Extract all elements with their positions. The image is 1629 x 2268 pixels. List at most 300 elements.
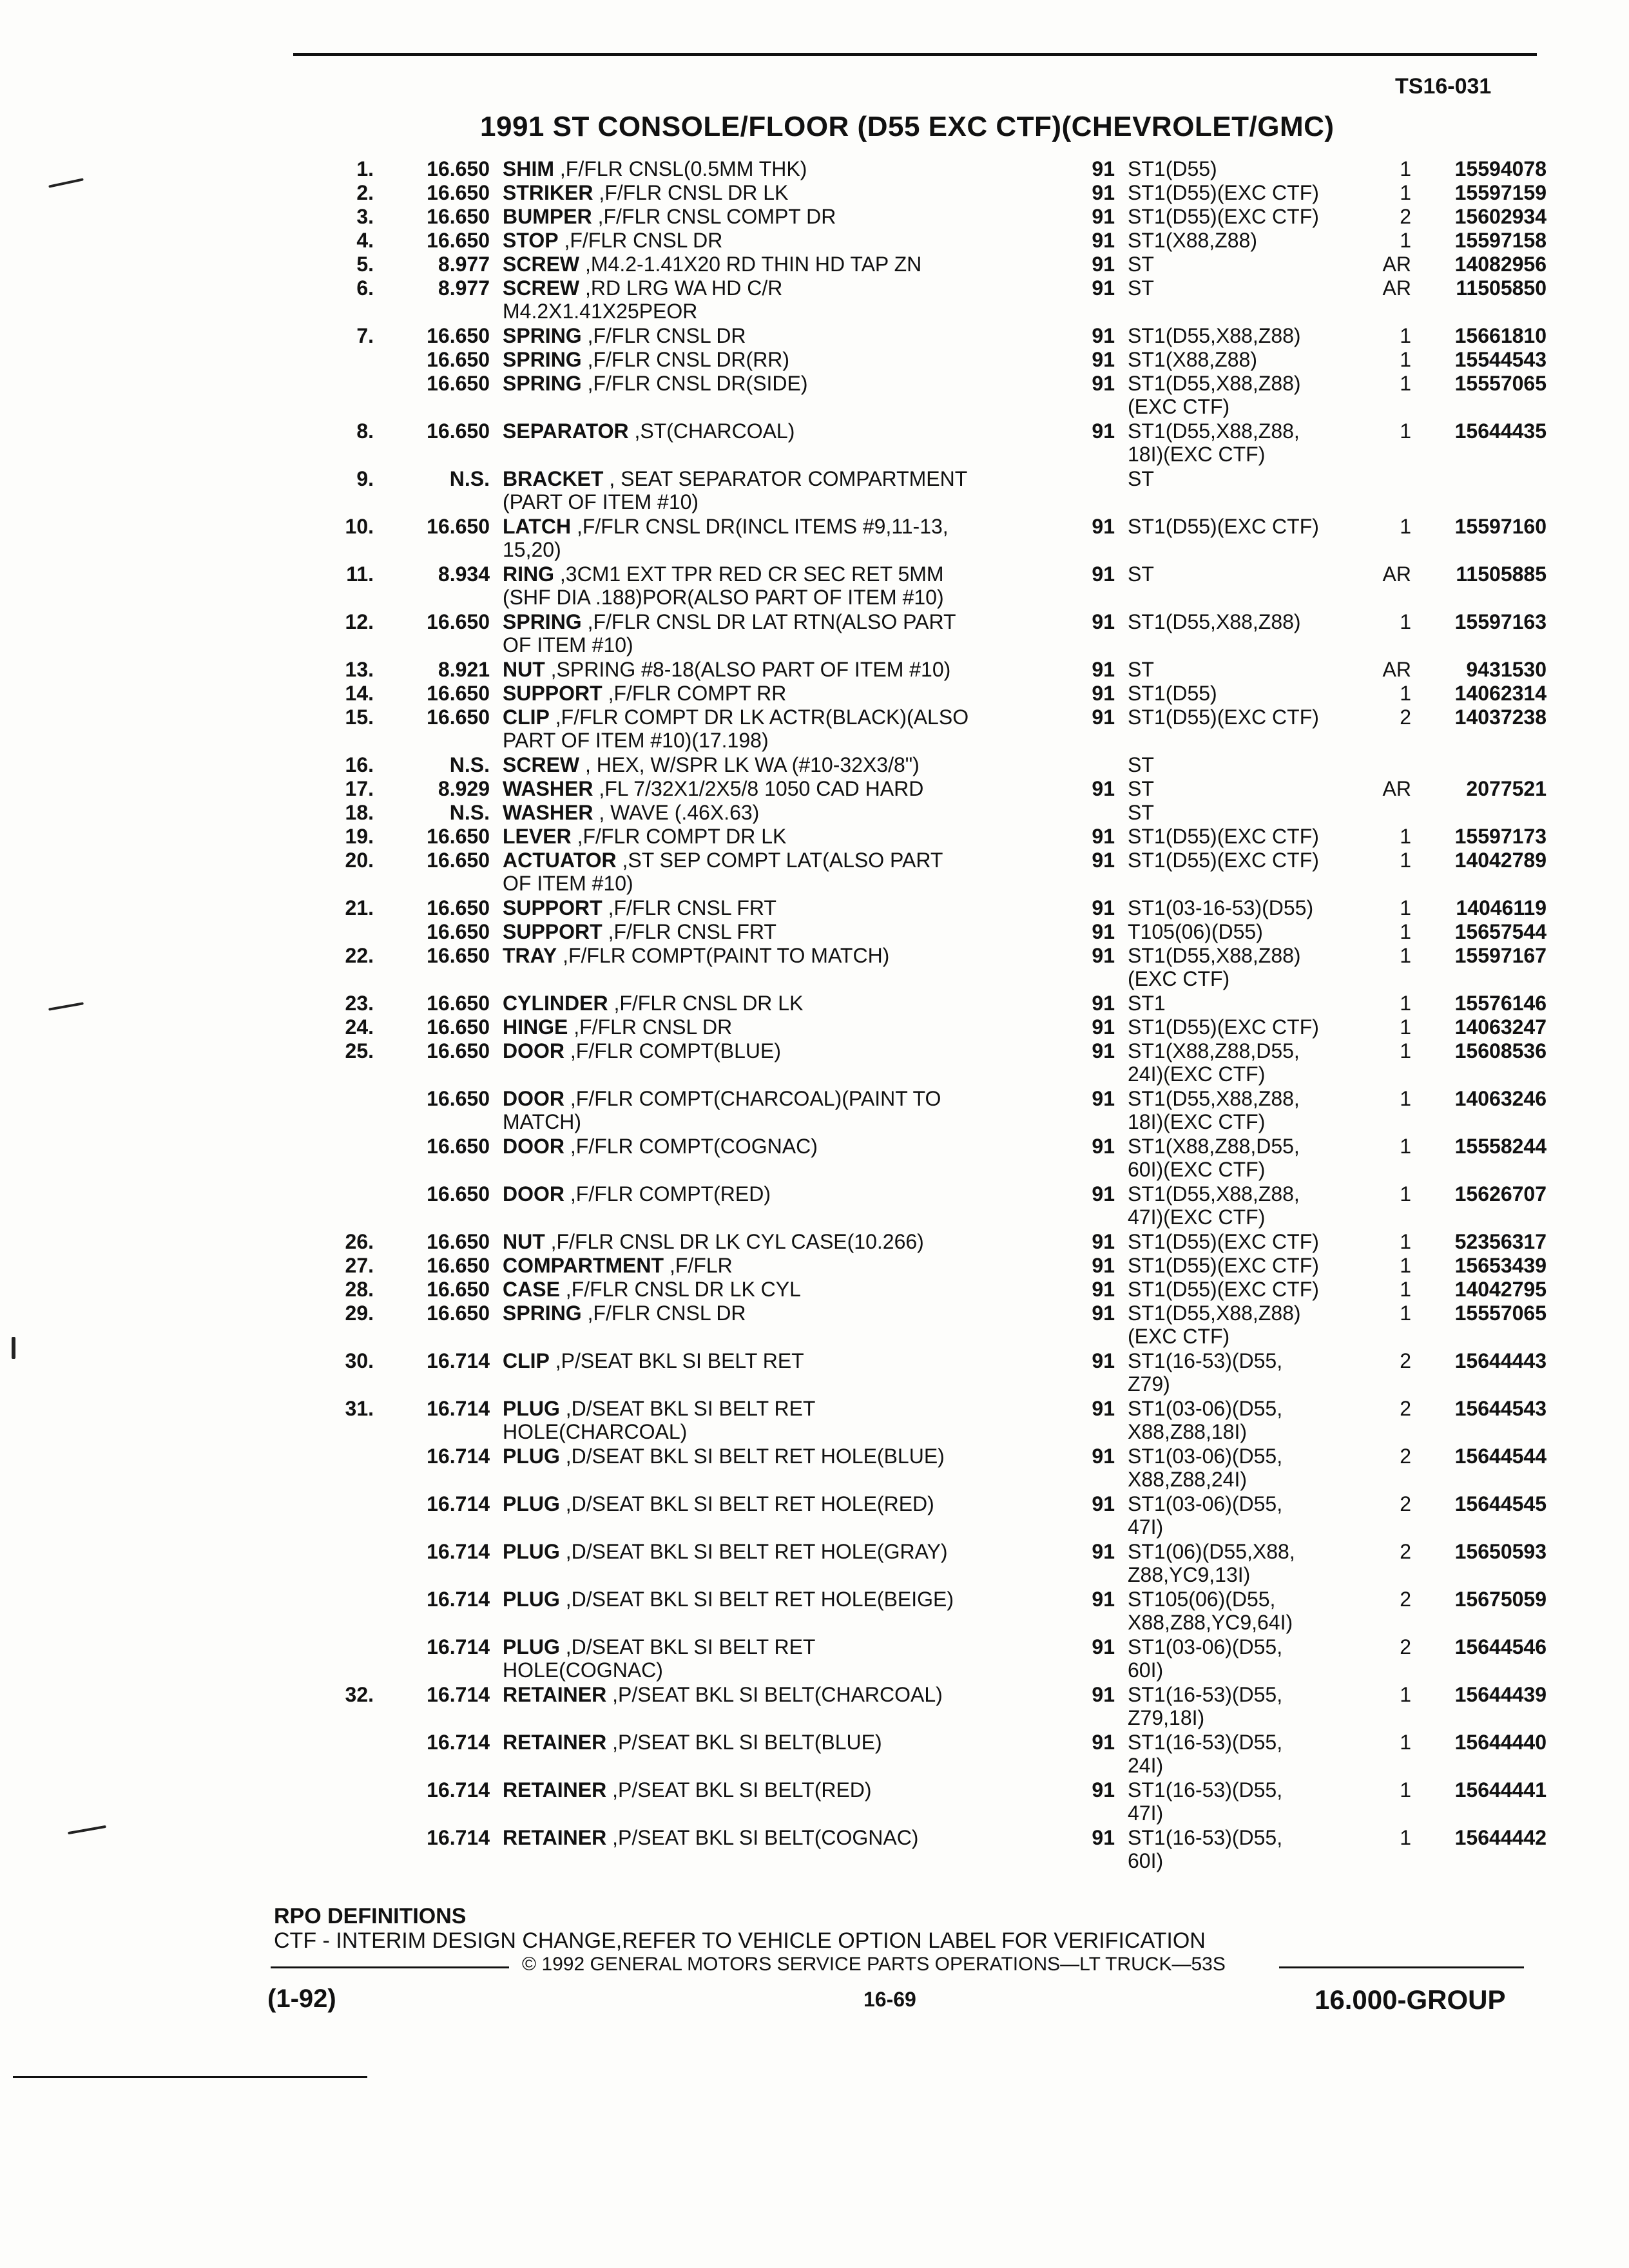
part-detail-continued: (SHF DIA .188)POR(ALSO PART OF ITEM #10): [503, 586, 944, 609]
quantity: 1: [1400, 419, 1411, 443]
series-line: ST1(D55,X88,Z88): [1128, 1302, 1301, 1325]
series-usage: [1128, 348, 1360, 371]
part-number: 9431530: [1466, 658, 1547, 681]
part-number: 15650593: [1454, 1540, 1547, 1563]
series-usage: [1128, 896, 1360, 919]
part-description: [503, 253, 1044, 276]
part-detail: ,D/SEAT BKL SI BELT RET HOLE(BLUE): [565, 1445, 945, 1468]
footer-page-number: 16-69: [863, 1988, 916, 2011]
part-number: 52356317: [1454, 1230, 1547, 1253]
footer-date: (1-92): [267, 1984, 336, 2013]
model-year: 91: [1092, 1087, 1115, 1110]
series-usage: [1128, 181, 1360, 204]
quantity: 1: [1400, 1683, 1411, 1706]
model-year: 91: [1092, 1182, 1115, 1206]
part-description: [503, 1349, 1044, 1372]
model-year: 91: [1092, 944, 1115, 967]
group-number: 16.714: [427, 1445, 490, 1468]
item-number: 32.: [345, 1683, 374, 1706]
series-line: ST1(X88,Z88): [1128, 229, 1257, 252]
part-number: 15644544: [1454, 1445, 1547, 1468]
item-number: 22.: [345, 944, 374, 967]
series-line-continued: 18I)(EXC CTF): [1128, 1110, 1266, 1133]
series-usage: [1128, 753, 1360, 776]
part-description: [503, 896, 1044, 919]
series-line: ST1(16-53)(D55,: [1128, 1731, 1283, 1754]
model-year: 91: [1092, 1683, 1115, 1706]
model-year: 91: [1092, 825, 1115, 848]
part-detail: , WAVE (.46X.63): [599, 801, 760, 824]
quantity: 1: [1400, 1087, 1411, 1110]
series-usage: [1128, 276, 1360, 300]
model-year: 91: [1092, 562, 1115, 586]
part-detail: ,F/FLR CNSL DR LK: [613, 992, 804, 1015]
group-number: 16.714: [427, 1588, 490, 1611]
group-number: 16.650: [427, 920, 490, 943]
part-description: [503, 1826, 1044, 1849]
series-line: ST1(03-16-53)(D55): [1128, 896, 1314, 919]
group-number: 16.650: [427, 1278, 490, 1301]
part-name: PLUG: [503, 1445, 560, 1468]
model-year: 91: [1092, 1230, 1115, 1253]
series-usage: [1128, 467, 1360, 490]
part-name: WASHER: [503, 801, 593, 824]
quantity: AR: [1382, 253, 1411, 276]
part-number: 14062314: [1454, 682, 1547, 705]
model-year: 91: [1092, 181, 1115, 204]
model-year: 91: [1092, 777, 1115, 800]
quantity: 1: [1400, 157, 1411, 180]
series-usage: [1128, 1015, 1360, 1039]
quantity: 1: [1400, 1778, 1411, 1802]
group-number: 16.714: [427, 1397, 490, 1420]
series-usage: [1128, 777, 1360, 800]
series-usage: [1128, 825, 1360, 848]
part-description: [503, 1039, 1044, 1062]
part-detail-continued: PART OF ITEM #10)(17.198): [503, 729, 769, 752]
series-usage: [1128, 1302, 1360, 1348]
item-number: 31.: [345, 1397, 374, 1420]
series-usage: [1128, 1182, 1360, 1229]
series-usage: [1128, 658, 1360, 681]
part-detail-continued: M4.2X1.41X25PEOR: [503, 300, 698, 323]
group-number: 16.714: [427, 1826, 490, 1849]
series-usage: [1128, 372, 1360, 418]
model-year: 91: [1092, 992, 1115, 1015]
series-usage: [1128, 1683, 1360, 1729]
footer-group: 16.000-GROUP: [1315, 1984, 1506, 2015]
model-year: 91: [1092, 229, 1115, 252]
part-name: TRAY: [503, 944, 557, 967]
quantity: 2: [1400, 706, 1411, 729]
part-detail: ,F/FLR COMPT RR: [608, 682, 787, 705]
part-detail: ,F/FLR CNSL DR: [587, 324, 746, 347]
quantity: 2: [1400, 205, 1411, 228]
part-name: RETAINER: [503, 1826, 607, 1849]
model-year: 91: [1092, 253, 1115, 276]
model-year: 91: [1092, 1278, 1115, 1301]
part-detail: ,P/SEAT BKL SI BELT(BLUE): [612, 1731, 882, 1754]
series-line: ST1(D55)(EXC CTF): [1128, 706, 1319, 729]
model-year: 91: [1092, 1540, 1115, 1563]
series-usage: [1128, 1588, 1360, 1634]
series-line-continued: 47I): [1128, 1802, 1164, 1825]
part-description: [503, 1778, 1044, 1802]
part-number: 15597160: [1454, 515, 1547, 538]
item-number: 18.: [345, 801, 374, 824]
series-usage: [1128, 682, 1360, 705]
part-name: PLUG: [503, 1635, 560, 1658]
group-number: N.S.: [449, 753, 490, 776]
part-name: SCREW: [503, 253, 580, 276]
part-name: SEPARATOR: [503, 419, 629, 443]
part-number: 15597159: [1454, 181, 1547, 204]
quantity: 1: [1400, 992, 1411, 1015]
model-year: 91: [1092, 920, 1115, 943]
series-line-continued: 60I)(EXC CTF): [1128, 1158, 1266, 1181]
part-detail: ,F/FLR CNSL DR: [587, 1302, 746, 1325]
series-line: ST1(03-06)(D55,: [1128, 1397, 1283, 1420]
part-detail: ,F/FLR COMPT(CHARCOAL)(PAINT TO: [570, 1087, 941, 1110]
part-name: RING: [503, 562, 554, 586]
page-title: 1991 ST CONSOLE/FLOOR (D55 EXC CTF)(CHEVROLET/GMC): [480, 111, 1335, 142]
part-number: 14042795: [1454, 1278, 1547, 1301]
item-number: 10.: [345, 515, 374, 538]
group-number: 16.650: [427, 205, 490, 228]
part-detail: ,F/FLR CNSL DR(INCL ITEMS #9,11-13,: [576, 515, 949, 538]
series-line: ST1(D55)(EXC CTF): [1128, 515, 1319, 538]
series-usage: [1128, 324, 1360, 347]
series-line: ST1(D55): [1128, 157, 1217, 180]
model-year: 91: [1092, 682, 1115, 705]
rpo-definition-text: CTF - INTERIM DESIGN CHANGE,REFER TO VEHICLE OPTION LABEL FOR VERIFICATION: [274, 1928, 1206, 1953]
part-detail-continued: OF ITEM #10): [503, 633, 633, 657]
part-detail: ,F/FLR CNSL DR LK: [599, 181, 789, 204]
item-number: 7.: [356, 324, 374, 347]
group-number: 16.650: [427, 1135, 490, 1158]
item-number: 26.: [345, 1230, 374, 1253]
quantity: 1: [1400, 944, 1411, 967]
part-number: 15594078: [1454, 157, 1547, 180]
part-name: CLIP: [503, 1349, 550, 1372]
series-line: ST1(D55)(EXC CTF): [1128, 1254, 1319, 1277]
part-detail: ,F/FLR CNSL FRT: [608, 920, 776, 943]
part-description: [503, 1588, 1044, 1611]
series-usage: [1128, 1731, 1360, 1777]
part-number: 15653439: [1454, 1254, 1547, 1277]
series-line: ST105(06)(D55,: [1128, 1588, 1276, 1611]
part-name: CLIP: [503, 706, 550, 729]
group-number: 16.650: [427, 419, 490, 443]
part-name: SHIM: [503, 157, 554, 180]
series-usage: [1128, 1445, 1360, 1491]
part-detail: ,P/SEAT BKL SI BELT RET: [555, 1349, 804, 1372]
part-name: RETAINER: [503, 1778, 607, 1802]
part-number: 15597173: [1454, 825, 1547, 848]
series-usage: [1128, 1135, 1360, 1181]
group-number: 16.714: [427, 1778, 490, 1802]
part-name: SUPPORT: [503, 920, 602, 943]
part-description: [503, 682, 1044, 705]
bottom-rule: [13, 2076, 367, 2078]
quantity: 1: [1400, 372, 1411, 395]
part-description: [503, 1015, 1044, 1039]
model-year: 91: [1092, 1039, 1115, 1062]
model-year: 91: [1092, 324, 1115, 347]
part-detail-continued: HOLE(COGNAC): [503, 1658, 663, 1682]
group-number: 16.650: [427, 1015, 490, 1039]
item-number: 8.: [356, 419, 374, 443]
part-number: 15597167: [1454, 944, 1547, 967]
series-usage: [1128, 1492, 1360, 1539]
model-year: 91: [1092, 1778, 1115, 1802]
part-name: SPRING: [503, 610, 582, 633]
part-number: 15644441: [1454, 1778, 1547, 1802]
part-description: [503, 1135, 1044, 1158]
group-number: 16.650: [427, 849, 490, 872]
series-line-continued: Z79): [1128, 1372, 1170, 1396]
series-usage: [1128, 1278, 1360, 1301]
item-number: 16.: [345, 753, 374, 776]
item-number: 6.: [356, 276, 374, 300]
model-year: 91: [1092, 1015, 1115, 1039]
series-line: ST1(D55)(EXC CTF): [1128, 1230, 1319, 1253]
series-line: ST1(03-06)(D55,: [1128, 1492, 1283, 1515]
series-line: ST: [1128, 777, 1154, 800]
part-detail: ,D/SEAT BKL SI BELT RET: [565, 1397, 816, 1420]
model-year: 91: [1092, 896, 1115, 919]
group-number: 16.650: [427, 896, 490, 919]
part-detail: ,F/FLR CNSL DR LK CYL: [565, 1278, 801, 1301]
quantity: 2: [1400, 1492, 1411, 1515]
series-line: ST1(D55)(EXC CTF): [1128, 1015, 1319, 1039]
model-year: 91: [1092, 706, 1115, 729]
quantity: AR: [1382, 777, 1411, 800]
part-number: 15644443: [1454, 1349, 1547, 1372]
part-detail: ,F/FLR CNSL COMPT DR: [597, 205, 836, 228]
series-line-continued: X88,Z88,24I): [1128, 1468, 1247, 1491]
series-line-continued: Z88,YC9,13I): [1128, 1563, 1251, 1586]
part-number: 14042789: [1454, 849, 1547, 872]
series-line: T105(06)(D55): [1128, 920, 1263, 943]
quantity: 1: [1400, 515, 1411, 538]
part-description: [503, 205, 1044, 228]
series-usage: [1128, 253, 1360, 276]
part-detail-continued: 15,20): [503, 538, 561, 561]
item-number: 29.: [345, 1302, 374, 1325]
part-number: 15557065: [1454, 372, 1547, 395]
part-description: [503, 348, 1044, 371]
series-line-continued: 47I)(EXC CTF): [1128, 1206, 1266, 1229]
series-line: ST: [1128, 801, 1154, 824]
series-line: ST1(03-06)(D55,: [1128, 1445, 1283, 1468]
group-number: 16.714: [427, 1731, 490, 1754]
group-number: 16.650: [427, 1254, 490, 1277]
series-line-continued: X88,Z88,YC9,64I): [1128, 1611, 1293, 1634]
series-usage: [1128, 205, 1360, 228]
group-number: 16.650: [427, 157, 490, 180]
model-year: 91: [1092, 276, 1115, 300]
series-line: ST1(D55,X88,Z88): [1128, 610, 1301, 633]
part-number: 15608536: [1454, 1039, 1547, 1062]
part-detail: ,F/FLR COMPT DR LK: [577, 825, 787, 848]
model-year: 91: [1092, 1635, 1115, 1658]
part-detail: ,F/FLR CNSL DR LK CYL CASE(10.266): [550, 1230, 924, 1253]
part-description: [503, 157, 1044, 180]
quantity: 1: [1400, 181, 1411, 204]
quantity: AR: [1382, 658, 1411, 681]
page-code: TS16-031: [1395, 74, 1492, 99]
part-detail: ,F/FLR: [669, 1254, 733, 1277]
part-name: RETAINER: [503, 1683, 607, 1706]
part-detail: ,D/SEAT BKL SI BELT RET HOLE(BEIGE): [565, 1588, 954, 1611]
part-description: [503, 467, 1044, 514]
group-number: 16.650: [427, 1302, 490, 1325]
series-line: ST1(D55,X88,Z88): [1128, 944, 1301, 967]
part-name: LATCH: [503, 515, 572, 538]
model-year: 91: [1092, 1302, 1115, 1325]
part-name: SCREW: [503, 276, 580, 300]
group-number: 8.977: [438, 276, 490, 300]
item-number: 17.: [345, 777, 374, 800]
item-number: 5.: [356, 253, 374, 276]
group-number: 8.977: [438, 253, 490, 276]
series-line: ST: [1128, 658, 1154, 681]
series-line: ST1(X88,Z88): [1128, 348, 1257, 371]
part-description: [503, 419, 1044, 443]
item-number: 4.: [356, 229, 374, 252]
rpo-definitions-title: RPO DEFINITIONS: [274, 1904, 467, 1928]
part-description: [503, 849, 1044, 895]
item-number: 1.: [356, 157, 374, 180]
series-line: ST1(06)(D55,X88,: [1128, 1540, 1295, 1563]
part-number: 15644442: [1454, 1826, 1547, 1849]
part-detail: ,M4.2-1.41X20 RD THIN HD TAP ZN: [585, 253, 922, 276]
group-number: 16.650: [427, 348, 490, 371]
model-year: 91: [1092, 372, 1115, 395]
part-detail: ,3CM1 EXT TPR RED CR SEC RET 5MM: [559, 562, 944, 586]
series-usage: [1128, 1635, 1360, 1682]
series-line: ST1(D55)(EXC CTF): [1128, 825, 1319, 848]
part-number: 15657544: [1454, 920, 1547, 943]
part-detail: ,F/FLR CNSL(0.5MM THK): [559, 157, 807, 180]
part-detail-continued: MATCH): [503, 1110, 582, 1133]
part-name: ACTUATOR: [503, 849, 617, 872]
item-number: 23.: [345, 992, 374, 1015]
quantity: 1: [1400, 348, 1411, 371]
part-number: 15661810: [1454, 324, 1547, 347]
series-usage: [1128, 610, 1360, 633]
series-usage: [1128, 1230, 1360, 1253]
part-name: CYLINDER: [503, 992, 608, 1015]
part-description: [503, 944, 1044, 967]
series-line-continued: (EXC CTF): [1128, 395, 1230, 418]
group-number: N.S.: [449, 801, 490, 824]
part-description: [503, 324, 1044, 347]
part-description: [503, 372, 1044, 395]
series-usage: [1128, 229, 1360, 252]
part-number: 15557065: [1454, 1302, 1547, 1325]
group-number: 16.650: [427, 610, 490, 633]
part-detail: ,F/FLR CNSL DR: [574, 1015, 733, 1039]
group-number: 16.714: [427, 1349, 490, 1372]
series-line-continued: 60I): [1128, 1849, 1164, 1872]
group-number: 16.650: [427, 1087, 490, 1110]
part-detail: ,SPRING #8-18(ALSO PART OF ITEM #10): [550, 658, 951, 681]
part-description: [503, 825, 1044, 848]
series-usage: [1128, 1397, 1360, 1443]
model-year: 91: [1092, 1135, 1115, 1158]
part-name: CASE: [503, 1278, 560, 1301]
series-usage: [1128, 1349, 1360, 1396]
part-number: 15644440: [1454, 1731, 1547, 1754]
model-year: 91: [1092, 1349, 1115, 1372]
series-line: ST1(D55,X88,Z88,: [1128, 419, 1300, 443]
quantity: 1: [1400, 920, 1411, 943]
part-description: [503, 1278, 1044, 1301]
part-description: [503, 1635, 1044, 1682]
part-detail: ,F/FLR CNSL DR(SIDE): [587, 372, 808, 395]
quantity: 1: [1400, 610, 1411, 633]
part-description: [503, 992, 1044, 1015]
part-description: [503, 229, 1044, 252]
group-number: 16.650: [427, 992, 490, 1015]
part-name: PLUG: [503, 1588, 560, 1611]
item-number: 21.: [345, 896, 374, 919]
series-line-continued: 60I): [1128, 1658, 1164, 1682]
item-number: 9.: [356, 467, 374, 490]
part-name: BRACKET: [503, 467, 604, 490]
part-name: SPRING: [503, 348, 582, 371]
group-number: 16.650: [427, 1230, 490, 1253]
part-detail: ,F/FLR CNSL FRT: [608, 896, 776, 919]
series-usage: [1128, 515, 1360, 538]
part-name: PLUG: [503, 1492, 560, 1515]
part-number: 15644545: [1454, 1492, 1547, 1515]
series-line: ST1(D55)(EXC CTF): [1128, 1278, 1319, 1301]
series-usage: [1128, 849, 1360, 872]
series-line: ST1(16-53)(D55,: [1128, 1683, 1283, 1706]
quantity: 2: [1400, 1445, 1411, 1468]
group-number: 16.650: [427, 1182, 490, 1206]
quantity: AR: [1382, 276, 1411, 300]
series-line: ST1: [1128, 992, 1166, 1015]
series-line: ST1(03-06)(D55,: [1128, 1635, 1283, 1658]
part-description: [503, 1302, 1044, 1325]
part-detail: ,ST(CHARCOAL): [634, 419, 795, 443]
part-number: 15597158: [1454, 229, 1547, 252]
part-name: SUPPORT: [503, 682, 602, 705]
group-number: 16.650: [427, 706, 490, 729]
series-line: ST1(D55)(EXC CTF): [1128, 181, 1319, 204]
item-number: 14.: [345, 682, 374, 705]
part-detail: ,D/SEAT BKL SI BELT RET HOLE(RED): [565, 1492, 934, 1515]
part-detail: ,F/FLR COMPT(COGNAC): [570, 1135, 818, 1158]
quantity: 2: [1400, 1588, 1411, 1611]
part-description: [503, 1540, 1044, 1563]
quantity: 1: [1400, 1254, 1411, 1277]
model-year: 91: [1092, 1397, 1115, 1420]
part-description: [503, 753, 1044, 776]
group-number: 16.650: [427, 825, 490, 848]
quantity: 1: [1400, 324, 1411, 347]
series-usage: [1128, 562, 1360, 586]
quantity: 2: [1400, 1635, 1411, 1658]
part-name: COMPARTMENT: [503, 1254, 664, 1277]
quantity: 1: [1400, 1731, 1411, 1754]
model-year: 91: [1092, 205, 1115, 228]
part-number: 15626707: [1454, 1182, 1547, 1206]
